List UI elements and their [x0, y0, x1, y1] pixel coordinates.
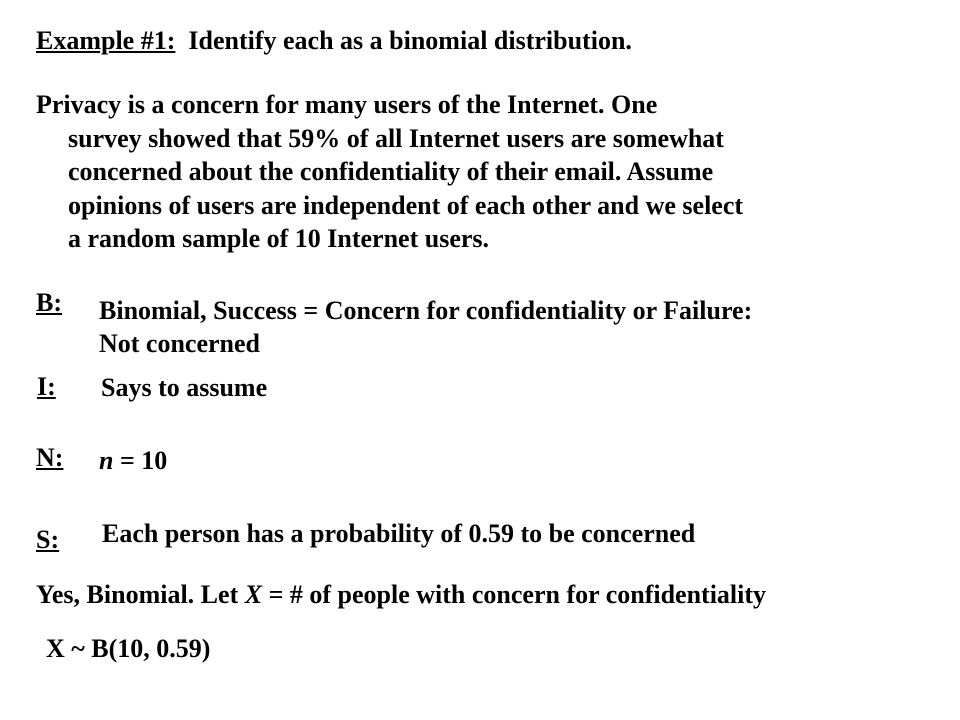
- n-value: = 10: [113, 446, 168, 475]
- bins-b-answer: [99, 294, 752, 360]
- example-label: Example #1:: [36, 26, 176, 55]
- bins-b-key: B:: [36, 288, 62, 317]
- n-variable: n: [99, 446, 114, 475]
- bins-n-key: N:: [36, 443, 64, 472]
- problem-line: opinions of users are independent of each other and we select: [68, 190, 744, 220]
- bins-b-line: Binomial, Success = Concern for confidentiality or Failure:: [99, 296, 753, 325]
- x-variable: X: [244, 580, 263, 609]
- conclusion-prefix: Yes, Binomial. Let: [36, 580, 245, 609]
- slide-title: [36, 26, 632, 56]
- bins-i-answer: Says to assume: [101, 373, 268, 402]
- bins-i-key: I:: [37, 372, 56, 401]
- problem-line: concerned about the confidentiality of their email. Assume: [68, 157, 714, 186]
- conclusion-suffix: = # of people with concern for confidentiality: [262, 580, 767, 609]
- conclusion: [36, 580, 766, 610]
- bins-n-answer: [99, 446, 167, 476]
- bins-s-answer: Each person has a probability of 0.59 to be concerned: [102, 519, 696, 548]
- problem-line: a random sample of 10 Internet users.: [68, 224, 490, 253]
- problem-line: survey showed that 59% of all Internet users are somewhat: [68, 123, 724, 153]
- bins-s-key: S:: [36, 525, 60, 554]
- example-prompt: Identify each as a binomial distribution.: [188, 26, 632, 55]
- problem-line: Privacy is a concern for many users of the Internet. One: [36, 90, 658, 119]
- problem-statement: [36, 88, 743, 256]
- distribution-notation: X ~ B(10, 0.59): [46, 634, 211, 663]
- bins-b-line: Not concerned: [99, 329, 261, 358]
